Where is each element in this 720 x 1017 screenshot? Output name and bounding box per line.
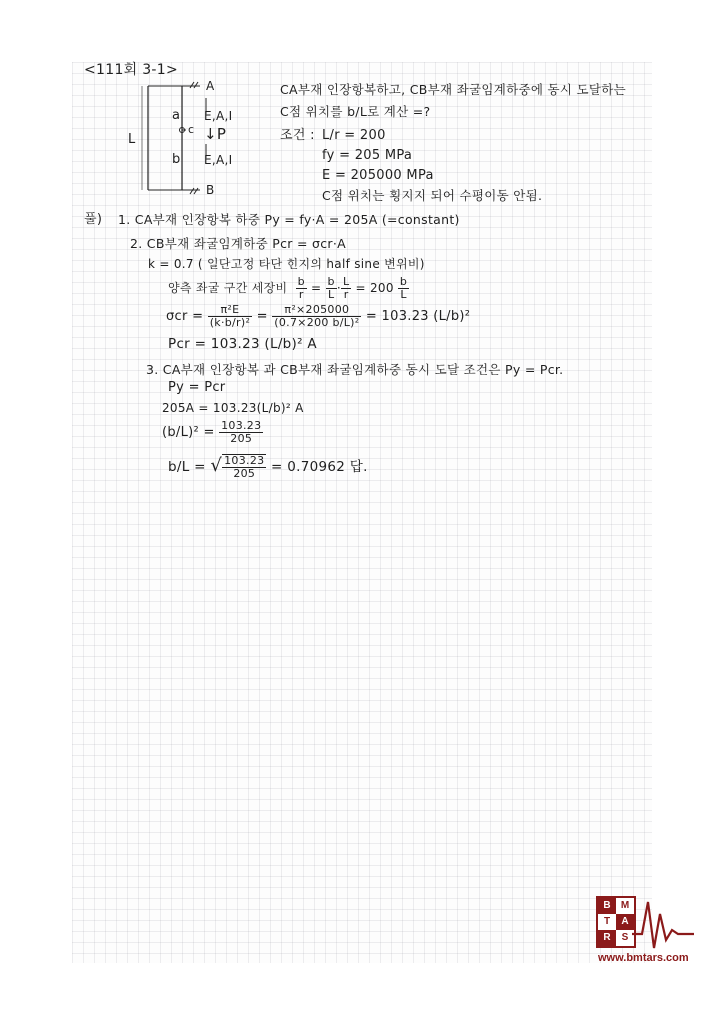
condition-label: 조건 : <box>280 128 315 143</box>
step-3: 3. CA부재 인장항복 과 CB부재 좌굴임계하중 동시 도달 조건은 Py = Pcr. <box>146 362 564 377</box>
sigma-cr-equation: σcr = $\frac{\text{π²E}}{\text{(k·b/r)²}}$ = $\frac{\text{π²×205000}}{\text{(0.7×200 b/L)²}}$ = 103.23 (L/b)² <box>166 303 471 329</box>
props-bottom: E,A,I <box>204 153 233 167</box>
problem-line-1: CA부재 인장항복하고, CB부재 좌굴임계하중에 동시 도달하는 <box>280 82 627 97</box>
top-margin <box>0 0 720 62</box>
pcr-equation: Pcr = 103.23 (L/b)² A <box>168 336 317 352</box>
label-load: ↓P <box>204 125 227 143</box>
heartbeat-icon <box>632 892 696 952</box>
step-3-b: 205A = 103.23(L/b)² A <box>162 401 304 415</box>
step-1: 1. CA부재 인장항복 하중 Py = fy·A = 205A (=constant) <box>118 212 460 227</box>
page-title: <111회 3-1> <box>84 62 179 78</box>
label-length: L <box>128 132 136 147</box>
props-top: E,A,I <box>204 109 233 123</box>
label-b-end: B <box>206 183 215 197</box>
step-2: 2. CB부재 좌굴임계하중 Pcr = σcr·A <box>130 236 346 251</box>
condition-1: L/r = 200 <box>322 128 386 143</box>
step-2-slenderness: 양측 좌굴 구간 세장비 $\frac{b}{r}$ = $\frac{b}{L}$ · $\frac{L}{r}$ = 200 $\frac{b}{L}$ <box>168 275 408 301</box>
bottom-margin <box>0 963 720 1017</box>
logo-url: www.bmtars.com <box>598 952 689 964</box>
label-segment-b: b <box>172 152 181 167</box>
label-segment-a: a <box>172 108 181 123</box>
label-a-end: A <box>206 79 215 93</box>
step-2-k: k = 0.7 ( 일단고정 타단 힌지의 half sine 변위비) <box>148 257 425 271</box>
logo-letter: A <box>616 914 634 930</box>
solution-label: 풀) <box>84 212 103 227</box>
logo-letter: B <box>598 898 616 914</box>
right-margin <box>652 0 720 1017</box>
step-3-d: b/L = √ $\frac{103.23}{205}$ = 0.70962 답. <box>168 454 368 480</box>
logo-letter: S <box>616 930 634 946</box>
bmtars-logo <box>596 896 636 948</box>
logo-letter: T <box>598 914 616 930</box>
condition-3: E = 205000 MPa <box>322 168 434 183</box>
step-3-c: (b/L)² = $\frac{103.23}{205}$ <box>162 419 262 445</box>
logo-letter: R <box>598 930 616 946</box>
label-point-c: c <box>188 123 195 136</box>
condition-4: C점 위치는 횡지지 되어 수평이동 안됨. <box>322 188 543 203</box>
logo-letter: M <box>616 898 634 914</box>
column-figure <box>120 80 270 200</box>
step-3-a: Py = Pcr <box>168 380 226 395</box>
condition-2: fy = 205 MPa <box>322 148 413 163</box>
left-margin <box>0 0 72 1017</box>
problem-line-2: C점 위치를 b/L로 계산 =? <box>280 104 431 119</box>
